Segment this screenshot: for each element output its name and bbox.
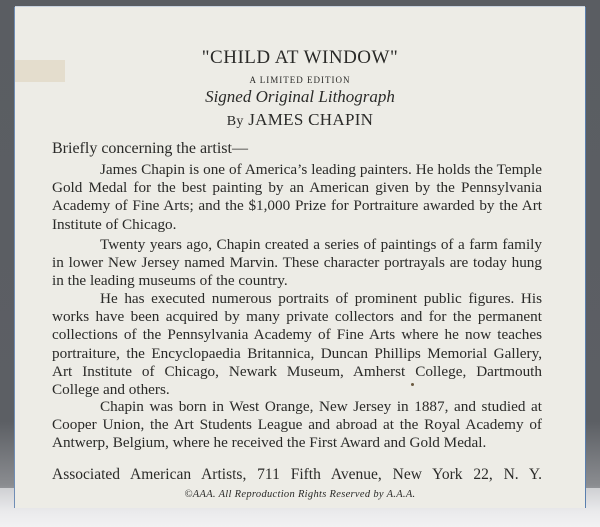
byline xyxy=(15,110,585,130)
document-title: "CHILD AT WINDOW" xyxy=(201,47,399,68)
edition-label: A LIMITED EDITION xyxy=(249,75,351,85)
paragraph-biography: Chapin was born in West Orange, New Jersey in 1887, and studied at Cooper Union, the Art Students League and abroad at the Royal Academy of Antwerp, Belgium, where he received the First Award and Gold Medal. xyxy=(52,398,542,452)
document-subtitle: Signed Original Lithograph xyxy=(205,87,395,106)
document-card xyxy=(15,7,585,508)
byline-prefix: By xyxy=(226,114,244,129)
paper-speck xyxy=(411,383,414,386)
paragraph-marvin-series: Twenty years ago, Chapin created a series of paintings of a farm family in lower New Jersey named Marvin. These character portrayals are today hung in the leading museums of the country. xyxy=(52,236,542,290)
publisher-address: Associated American Artists, 711 Fifth Avenue, New York 22, N. Y. xyxy=(52,466,542,483)
paragraph-awards: James Chapin is one of America’s leading painters. He holds the Temple Gold Medal for the best painting by an American given by the Pennsylvania Academy of Fine Arts; and the $1,000 Prize for Portraiture awarded by the Art Institute of Chicago. xyxy=(52,161,542,233)
copyright-notice: ©AAA. All Reproduction Rights Reserved by A.A.A. xyxy=(184,489,416,500)
tape-strip xyxy=(15,60,65,82)
paragraph-collections: He has executed numerous portraits of prominent public figures. His works have been acquired by many private collectors and for the permanent collections of the Pennsylvania Academy of Fine Arts where he now teaches portraiture, the Encyclopaedia Britannica, Duncan Phillips Memorial Gallery, Art Institute of Chicago, Newark Museum, Amherst College, Dartmouth College and others. xyxy=(52,290,542,399)
artist-name: JAMES CHAPIN xyxy=(248,110,374,129)
intro-heading: Briefly concerning the artist— xyxy=(52,140,248,157)
